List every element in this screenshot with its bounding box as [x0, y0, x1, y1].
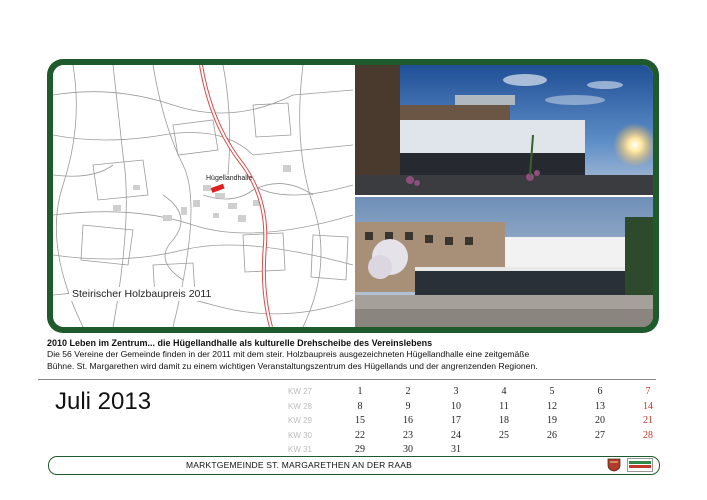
week-number: KW 29: [288, 416, 313, 425]
photo-hall-sunset-image: [355, 65, 653, 195]
town-map: [53, 65, 353, 327]
coat-of-arms-icon: [607, 458, 621, 477]
photo-frame-inner: [53, 65, 653, 327]
calendar-day: 19: [547, 415, 557, 426]
calendar-day: 4: [501, 386, 507, 397]
photo-hall-sunset: [355, 65, 653, 195]
calendar-day: 25: [499, 429, 509, 441]
calendar-day: 26: [547, 429, 557, 441]
month-title: Juli 2013: [55, 388, 152, 415]
calendar-day: 3: [453, 386, 459, 397]
week-number: KW 28: [288, 401, 313, 411]
footer-bar: [48, 456, 660, 475]
calendar-day: 12: [547, 400, 557, 412]
divider: [38, 379, 656, 380]
photo-hall-front: [355, 197, 653, 327]
calendar-day-sunday: 21: [643, 415, 653, 426]
calendar-day: 30: [403, 444, 413, 455]
footer-title: MARKTGEMEINDE ST. MARGARETHEN AN DER RAAB: [186, 460, 412, 470]
calendar-day: 15: [355, 415, 365, 426]
calendar-day: 29: [355, 444, 365, 455]
description-line-2: Bühne. St. Margarethen wird damit zu einem wichtigen Veranstaltungszentrum des Hügellands und der angrenzenden Regionen.: [47, 360, 538, 371]
week-number: KW 27: [288, 387, 313, 396]
calendar-day: 5: [549, 386, 555, 397]
map-location-label: Hügellandhalle: [206, 175, 253, 182]
calendar-day: 2: [405, 386, 411, 397]
calendar-day: 6: [597, 386, 603, 397]
calendar-day: 11: [499, 400, 509, 412]
calendar-day-sunday: 14: [643, 400, 653, 412]
week-number: KW 31: [288, 445, 313, 454]
map-caption: Steirischer Holzbaupreis 2011: [69, 287, 214, 301]
calendar-day: 31: [451, 444, 461, 455]
section-heading: 2010 Leben im Zentrum... die Hügellandhalle als kulturelle Drehscheibe des Vereinslebens: [47, 338, 433, 348]
week-number: KW 30: [288, 430, 313, 440]
calendar-day: 23: [403, 429, 413, 441]
description-line-1: Die 56 Vereine der Gemeinde finden in der 2011 mit dem steir. Holzbaupreis ausgezeichneten Hügellandhalle eine zeitgemäße: [47, 349, 530, 359]
photo-frame: [47, 59, 659, 333]
section-description: [47, 349, 667, 372]
calendar-day: 10: [451, 400, 461, 412]
calendar-day: 27: [595, 429, 605, 441]
photo-hall-front-image: [355, 197, 653, 327]
calendar-day: 24: [451, 429, 461, 441]
calendar-day: 13: [595, 400, 605, 412]
calendar-day: 22: [355, 429, 365, 441]
calendar-day: 18: [499, 415, 509, 426]
calendar-day-sunday: 7: [645, 386, 651, 397]
calendar-day: 16: [403, 415, 413, 426]
calendar-day: 20: [595, 415, 605, 426]
calendar-day-sunday: 28: [643, 429, 653, 441]
calendar-day: 8: [357, 400, 363, 412]
region-logo-icon: [627, 458, 653, 477]
calendar-day: 17: [451, 415, 461, 426]
calendar-day: 1: [357, 386, 363, 397]
calendar-day: 9: [405, 400, 411, 412]
